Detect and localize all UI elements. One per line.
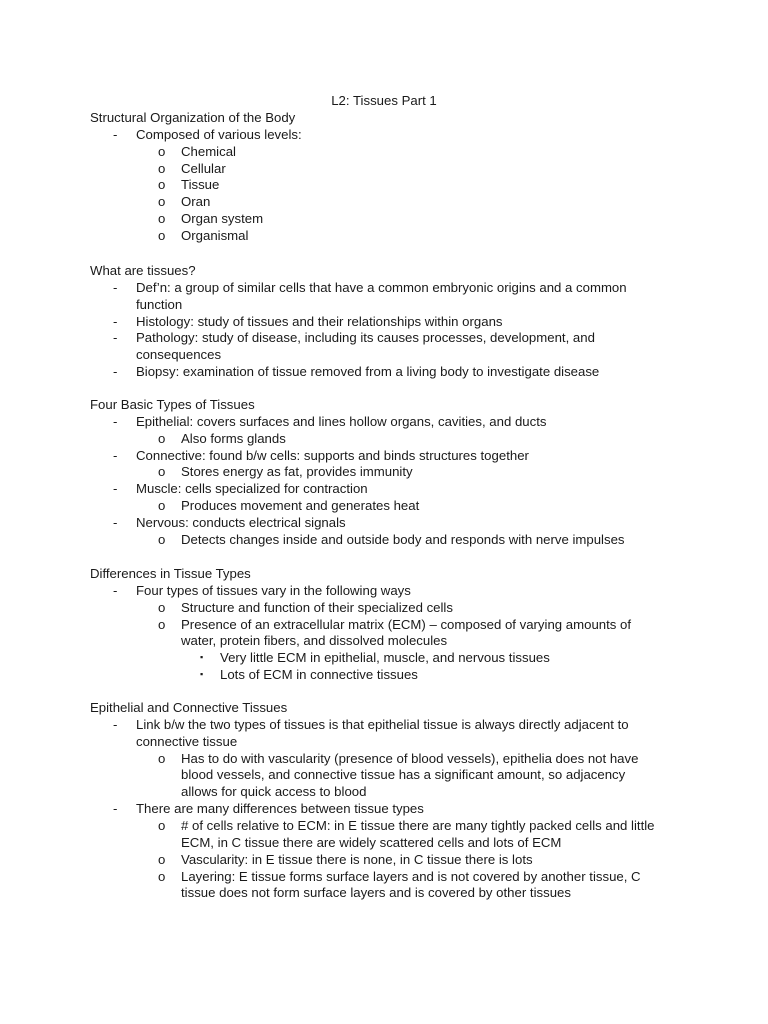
sub-list-item: Organismal [181,227,249,243]
section-heading: Epithelial and Connective Tissues [90,700,288,715]
circle-bullet-marker: o [158,817,166,833]
sub-list-item: Produces movement and generates heat [181,498,420,514]
dash-bullet-marker: - [113,582,118,598]
sub-list-item: Chemical [181,143,236,159]
sub-list-item: Layering: E tissue forms surface layers and is not covered by another tissue, C [181,868,641,884]
circle-bullet-marker: o [158,177,166,193]
sub-list-item: tissue does not form surface layers and is covered by other tissues [181,885,571,901]
sub-list-item: blood vessels, and connective tissue has a significant amount, so adjacency [181,767,626,783]
dash-bullet-marker: - [113,801,118,817]
list-item: Four types of tissues vary in the following ways [136,582,411,598]
circle-bullet-marker: o [158,599,166,615]
circle-bullet-marker: o [158,160,166,176]
sub-sub-list-item: Lots of ECM in connective tissues [220,667,418,683]
dash-bullet-marker: - [113,413,118,429]
dash-bullet-marker: - [113,313,118,329]
square-bullet-marker: ▪ [200,652,204,663]
circle-bullet-marker: o [158,851,166,867]
list-item: consequences [136,347,222,363]
sub-list-item: ECM, in C tissue there are widely scattered cells and lots of ECM [181,834,562,850]
list-item: Def’n: a group of similar cells that have a common embryonic origins and a common [136,279,627,295]
list-item: Connective: found b/w cells: supports and binds structures together [136,447,529,463]
circle-bullet-marker: o [158,750,166,766]
sub-list-item: water, protein fibers, and dissolved molecules [181,633,448,649]
sub-list-item: Presence of an extracellular matrix (ECM) – composed of varying amounts of [181,616,632,632]
page-title: L2: Tissues Part 1 [331,93,437,108]
dash-bullet-marker: - [113,481,118,497]
dash-bullet-marker: - [113,126,118,142]
circle-bullet-marker: o [158,430,166,446]
section-heading: What are tissues? [90,263,196,278]
sub-list-item: # of cells relative to ECM: in E tissue there are many tightly packed cells and little [181,817,655,833]
sub-list-item: Has to do with vascularity (presence of blood vessels), epithelia does not have [181,750,639,766]
circle-bullet-marker: o [158,211,166,227]
circle-bullet-marker: o [158,143,166,159]
circle-bullet-marker: o [158,616,166,632]
list-item: Composed of various levels: [136,126,302,142]
dash-bullet-marker: - [113,716,118,732]
sub-list-item: Structure and function of their specialized cells [181,599,453,615]
circle-bullet-marker: o [158,194,166,210]
dash-bullet-marker: - [113,447,118,463]
sub-list-item: Also forms glands [181,430,286,446]
list-item: Nervous: conducts electrical signals [136,514,346,530]
square-bullet-marker: ▪ [200,669,204,680]
dash-bullet-marker: - [113,279,118,295]
circle-bullet-marker: o [158,868,166,884]
sub-list-item: allows for quick access to blood [181,784,367,800]
section-heading: Structural Organization of the Body [90,110,296,125]
dash-bullet-marker: - [113,514,118,530]
sub-list-item: Vascularity: in E tissue there is none, in C tissue there is lots [181,851,533,867]
list-item: Link b/w the two types of tissues is that epithelial tissue is always directly adjacent to [136,716,629,732]
list-item: Epithelial: covers surfaces and lines hollow organs, cavities, and ducts [136,413,547,429]
circle-bullet-marker: o [158,498,166,514]
circle-bullet-marker: o [158,227,166,243]
list-item: Biopsy: examination of tissue removed from a living body to investigate disease [136,364,600,380]
section-heading: Differences in Tissue Types [90,566,251,581]
sub-list-item: Stores energy as fat, provides immunity [181,464,413,480]
sub-list-item: Detects changes inside and outside body and responds with nerve impulses [181,531,625,547]
circle-bullet-marker: o [158,531,166,547]
dash-bullet-marker: - [113,330,118,346]
list-item: Pathology: study of disease, including its causes processes, development, and [136,330,595,346]
sub-list-item: Tissue [181,177,220,193]
dash-bullet-marker: - [113,364,118,380]
list-item: Muscle: cells specialized for contraction [136,481,368,497]
list-item: There are many differences between tissue types [136,801,424,817]
sub-list-item: Organ system [181,211,264,227]
circle-bullet-marker: o [158,464,166,480]
sub-list-item: Cellular [181,160,226,176]
sub-list-item: Oran [181,194,211,210]
list-item: function [136,296,183,312]
list-item: connective tissue [136,733,238,749]
sub-sub-list-item: Very little ECM in epithelial, muscle, and nervous tissues [220,650,550,666]
list-item: Histology: study of tissues and their relationships within organs [136,313,503,329]
section-heading: Four Basic Types of Tissues [90,397,255,412]
